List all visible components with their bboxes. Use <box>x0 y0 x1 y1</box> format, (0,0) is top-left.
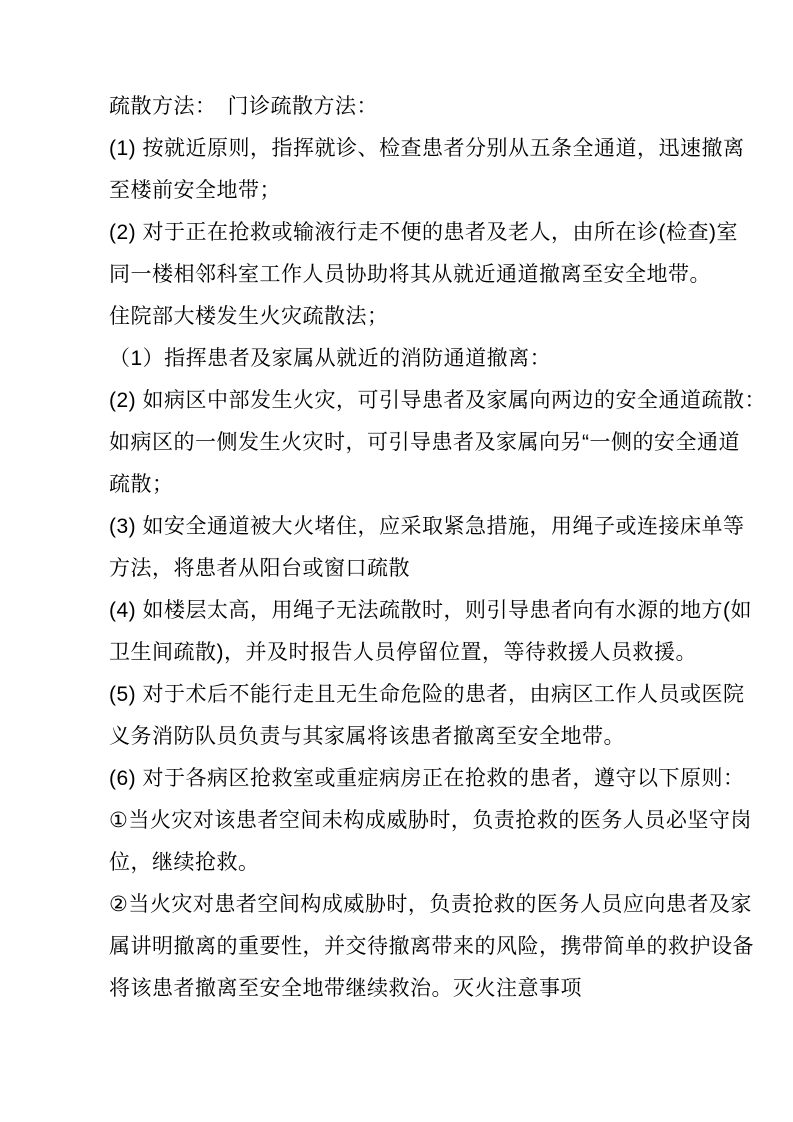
document-body <box>109 86 766 1010</box>
document-line: (3) 如安全通道被大火堵住，应采取紧急措施，用绳子或连接床单等 <box>109 515 745 538</box>
document-line: (6) 对于各病区抢救室或重症病房正在抢救的患者，遵守以下原则： <box>109 767 745 790</box>
document-line: 如病区的一侧发生火灾时，可引导患者及家属向另“一侧的安全通道 <box>109 431 740 454</box>
document-line: (1) 按就近原则，指挥就诊、检查患者分别从五条全通道，迅速撤离 <box>109 137 745 160</box>
document-line: 至楼前安全地带； <box>109 179 281 202</box>
document-line: (4) 如楼层太高，用绳子无法疏散时，则引导患者向有水源的地方(如 <box>109 599 752 622</box>
document-line: 位，继续抢救。 <box>109 851 260 874</box>
document-line: 同一楼相邻科室工作人员协助将其从就近通道撤离至安全地带。 <box>109 263 711 286</box>
document-line: 方法，将患者从阳台或窗口疏散 <box>109 557 410 580</box>
document-line: (5) 对于术后不能行走且无生命危险的患者，由病区工作人员或医院 <box>109 683 745 706</box>
document-line: 疏散； <box>109 473 174 496</box>
document-line: 卫生间疏散)，并及时报告人员停留位置，等待救援人员救援。 <box>109 641 697 664</box>
document-line: 义务消防队员负责与其家属将该患者撤离至安全地带。 <box>109 725 625 748</box>
document-line: （1）指挥患者及家属从就近的消防通道撤离： <box>109 347 552 370</box>
document-line: ②当火灾对患者空间构成威胁时，负责抢救的医务人员应向患者及家 <box>109 893 752 916</box>
document-line: 住院部大楼发生火灾疏散法； <box>109 305 389 328</box>
document-line: 将该患者撤离至安全地带继续救治。灭火注意事项 <box>109 977 582 1000</box>
document-line: (2) 对于正在抢救或输液行走不便的患者及老人，由所在诊(检查)室 <box>109 221 738 244</box>
document-line: 属讲明撤离的重要性，并交待撤离带来的风险，携带简单的救护设备 <box>109 935 754 958</box>
document-line: (2) 如病区中部发生火灾，可引导患者及家属向两边的安全通道疏散： <box>109 389 766 412</box>
document-line: ①当火灾对该患者空间未构成威胁时，负责抢救的医务人员必坚守岗 <box>109 809 752 832</box>
document-line: 疏散方法： 门诊疏散方法： <box>109 95 378 118</box>
